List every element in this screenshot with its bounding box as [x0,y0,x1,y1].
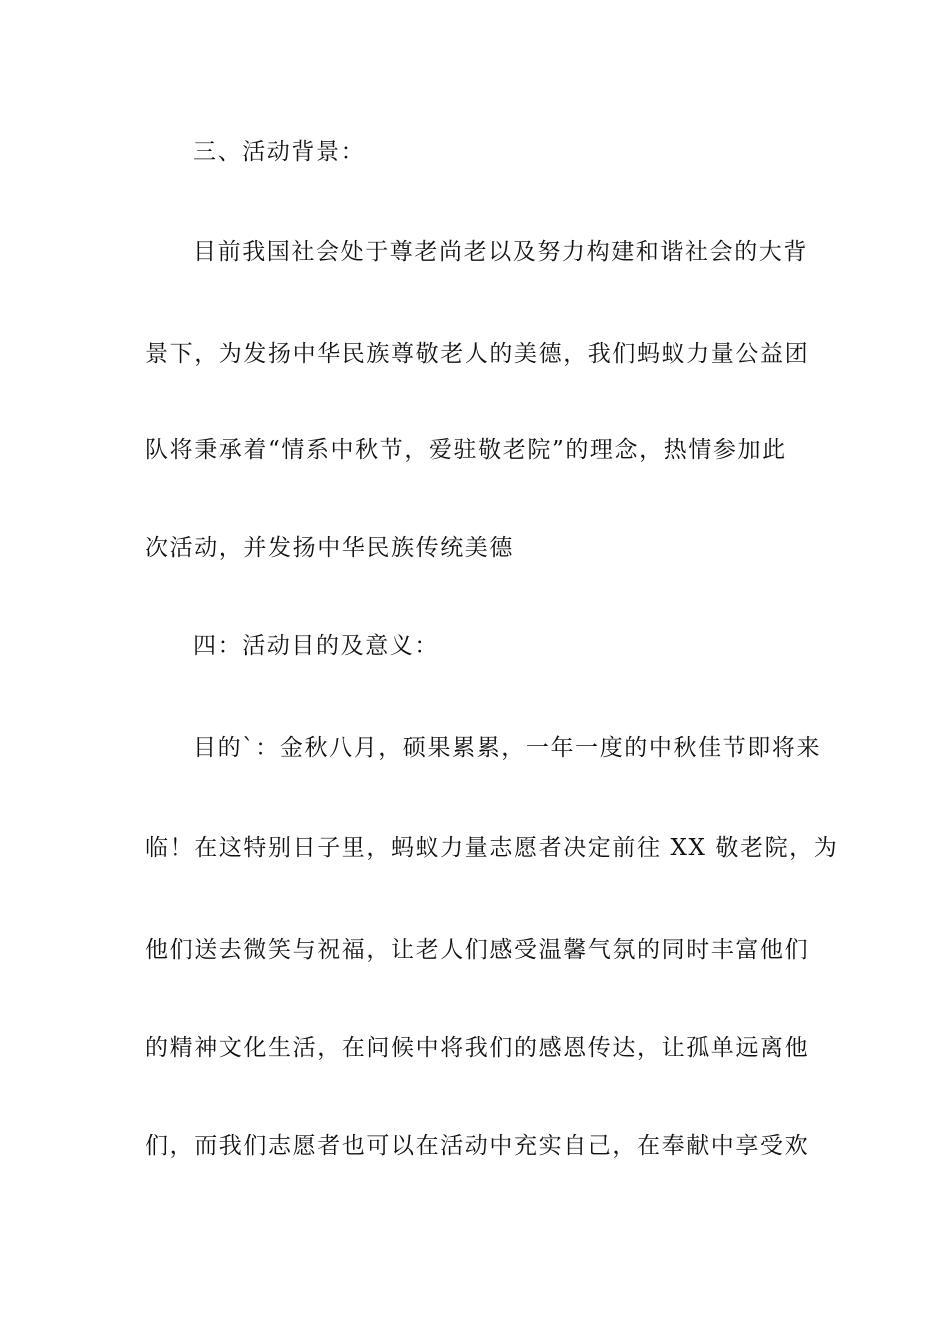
paragraph-line: 次活动，并发扬中华民族传统美德 [145,535,514,561]
paragraph-line: 们，而我们志愿者也可以在活动中充实自己，在奉献中享受欢 [145,1133,810,1159]
paragraph-line: 临！在这特别日子里，蚂蚁力量志愿者决定前往 XX 敬老院，为 [145,835,839,861]
section-heading-background: 三、活动背景： [193,139,366,165]
section-heading-purpose: 四：活动目的及意义： [193,633,439,659]
paragraph-line: 景下，为发扬中华民族尊敬老人的美德，我们蚂蚁力量公益团 [145,341,810,367]
paragraph-line: 目的`：金秋八月，硕果累累，一年一度的中秋佳节即将来 [193,735,822,761]
paragraph-line: 他们送去微笑与祝福，让老人们感受温馨气氛的同时丰富他们 [145,937,810,963]
paragraph-line: 目前我国社会处于尊老尚老以及努力构建和谐社会的大背 [193,239,808,265]
paragraph-line: 队将秉承着“情系中秋节，爱驻敬老院”的理念，热情参加此 [145,437,787,463]
paragraph-line: 的精神文化生活，在问候中将我们的感恩传达，让孤单远离他 [145,1035,810,1061]
